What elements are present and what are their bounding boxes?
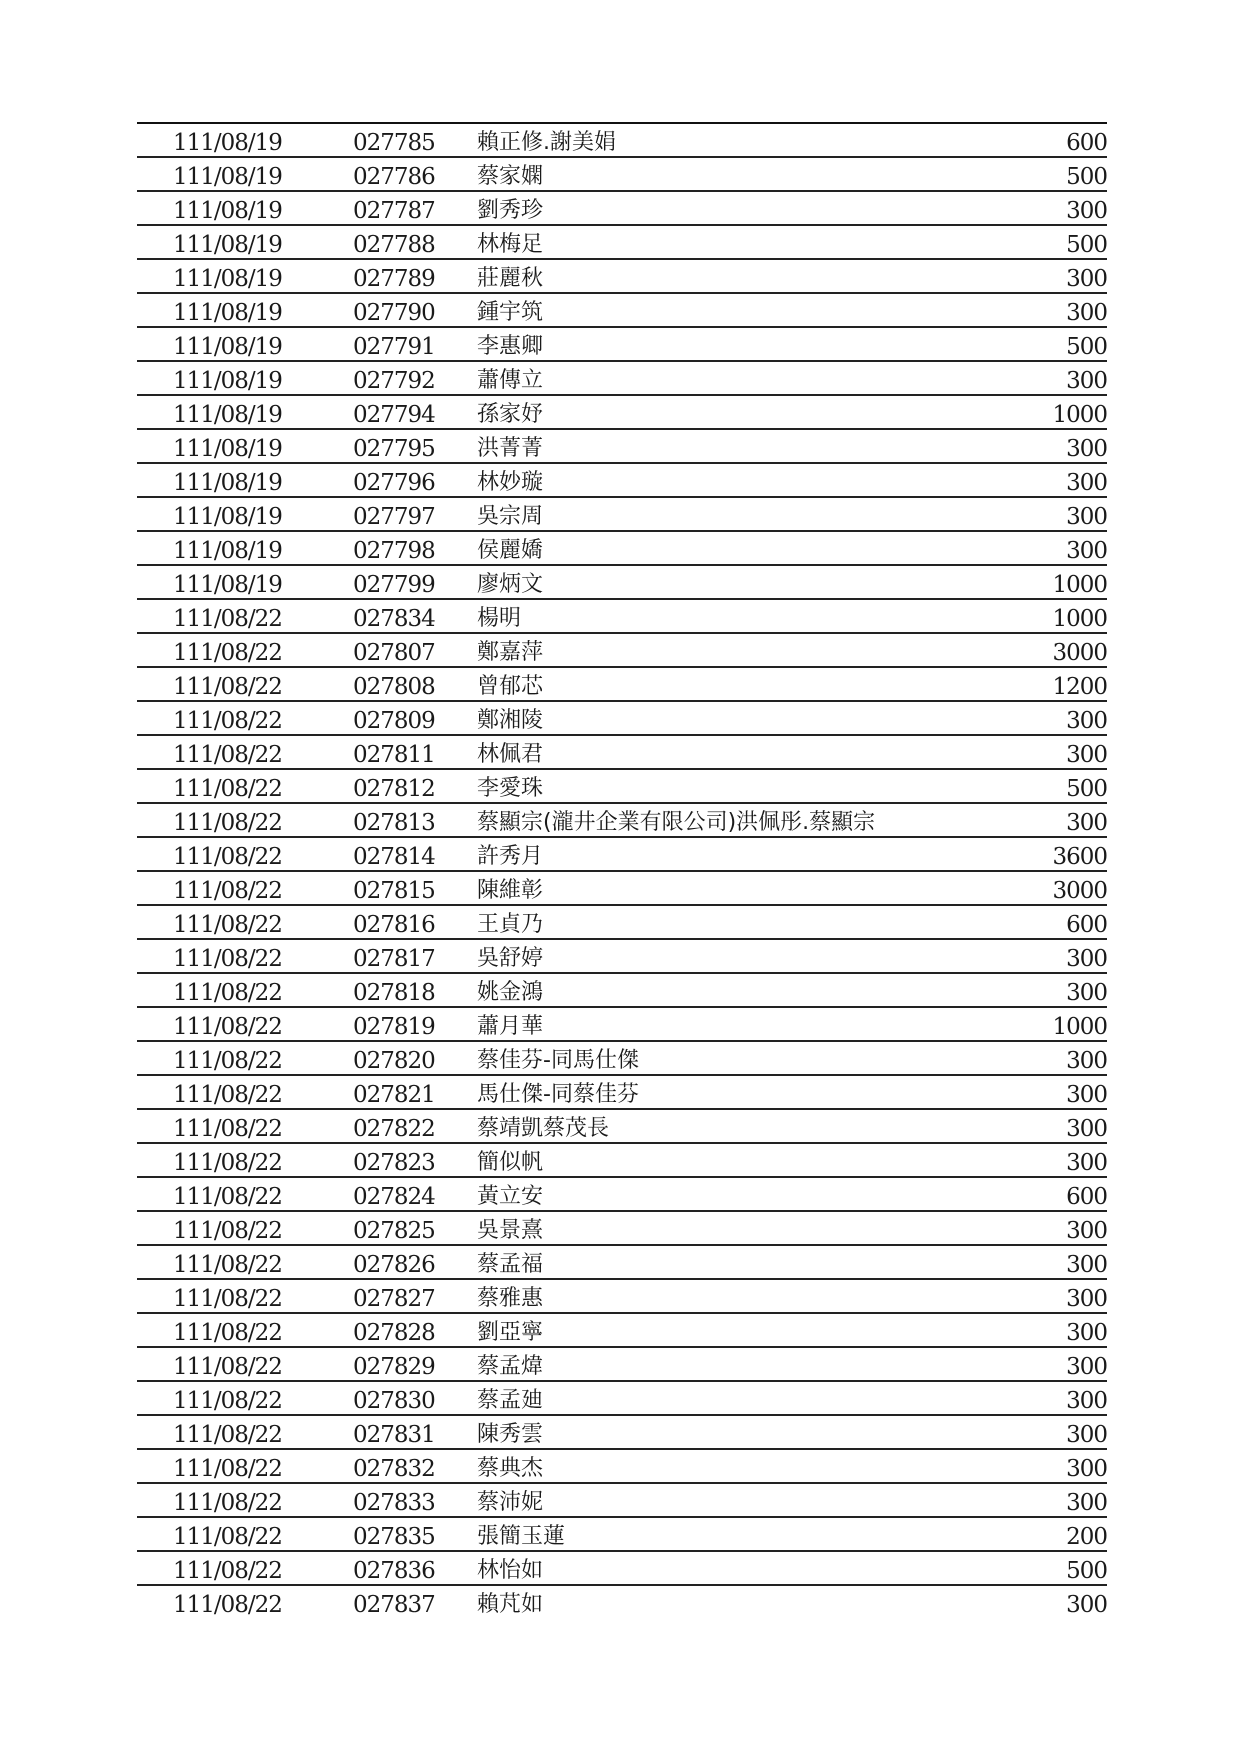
donor-name-cell: 廖炳文 xyxy=(477,572,544,597)
receipt-number-cell: 027818 xyxy=(353,980,435,1006)
amount-cell: 3600 xyxy=(1052,844,1107,870)
donor-name-cell: 王貞乃 xyxy=(477,912,544,937)
donor-name-cell: 鍾宇筑 xyxy=(477,300,544,325)
amount-cell: 300 xyxy=(1066,708,1107,734)
table-row xyxy=(137,1450,1107,1484)
date-cell: 111/08/22 xyxy=(173,776,282,802)
donor-name-cell: 張簡玉蓮 xyxy=(477,1524,566,1549)
amount-cell: 300 xyxy=(1066,1422,1107,1448)
donor-name-cell: 林梅足 xyxy=(477,232,544,257)
amount-cell: 500 xyxy=(1066,232,1107,258)
date-cell: 111/08/22 xyxy=(173,810,282,836)
donor-name-cell: 鄭嘉萍 xyxy=(477,640,544,665)
receipt-number-cell: 027825 xyxy=(353,1218,435,1244)
date-cell: 111/08/19 xyxy=(173,164,282,190)
receipt-number-cell: 027811 xyxy=(353,742,435,768)
table-row xyxy=(137,124,1107,158)
receipt-number-cell: 027827 xyxy=(353,1286,435,1312)
receipt-number-cell: 027820 xyxy=(353,1048,435,1074)
donor-name-cell: 洪菁菁 xyxy=(477,436,544,461)
donor-name-cell: 曾郁芯 xyxy=(477,674,544,699)
donor-name-cell: 蔡沛妮 xyxy=(477,1490,544,1515)
receipt-number-cell: 027834 xyxy=(353,606,435,632)
receipt-number-cell: 027799 xyxy=(353,572,435,598)
table-row xyxy=(137,736,1107,770)
date-cell: 111/08/22 xyxy=(173,1184,282,1210)
receipt-number-cell: 027785 xyxy=(353,130,435,156)
amount-cell: 1000 xyxy=(1052,606,1107,632)
date-cell: 111/08/22 xyxy=(173,980,282,1006)
donor-name-cell: 莊麗秋 xyxy=(477,266,544,291)
receipt-number-cell: 027816 xyxy=(353,912,435,938)
receipt-number-cell: 027826 xyxy=(353,1252,435,1278)
receipt-number-cell: 027790 xyxy=(353,300,435,326)
amount-cell: 300 xyxy=(1066,436,1107,462)
amount-cell: 500 xyxy=(1066,776,1107,802)
amount-cell: 300 xyxy=(1066,300,1107,326)
receipt-number-cell: 027823 xyxy=(353,1150,435,1176)
date-cell: 111/08/19 xyxy=(173,266,282,292)
donor-name-cell: 李愛珠 xyxy=(477,776,544,801)
receipt-number-cell: 027836 xyxy=(353,1558,435,1584)
date-cell: 111/08/22 xyxy=(173,1422,282,1448)
donor-name-cell: 蔡孟廸 xyxy=(477,1388,544,1413)
amount-cell: 300 xyxy=(1066,1048,1107,1074)
amount-cell: 600 xyxy=(1066,130,1107,156)
amount-cell: 300 xyxy=(1066,504,1107,530)
date-cell: 111/08/19 xyxy=(173,198,282,224)
amount-cell: 300 xyxy=(1066,1150,1107,1176)
receipt-number-cell: 027832 xyxy=(353,1456,435,1482)
date-cell: 111/08/22 xyxy=(173,1592,282,1618)
date-cell: 111/08/22 xyxy=(173,742,282,768)
table-row xyxy=(137,1008,1107,1042)
amount-cell: 300 xyxy=(1066,198,1107,224)
date-cell: 111/08/22 xyxy=(173,606,282,632)
donor-name-cell: 簡似帆 xyxy=(477,1150,544,1175)
amount-cell: 300 xyxy=(1066,1320,1107,1346)
donor-name-cell: 馬仕傑-同蔡佳芬 xyxy=(477,1082,639,1107)
receipt-number-cell: 027831 xyxy=(353,1422,435,1448)
receipt-number-cell: 027792 xyxy=(353,368,435,394)
table-row xyxy=(137,1042,1107,1076)
receipt-number-cell: 027798 xyxy=(353,538,435,564)
donor-name-cell: 蕭傳立 xyxy=(477,368,544,393)
amount-cell: 300 xyxy=(1066,980,1107,1006)
date-cell: 111/08/22 xyxy=(173,1218,282,1244)
table-row xyxy=(137,906,1107,940)
amount-cell: 500 xyxy=(1066,334,1107,360)
receipt-number-cell: 027807 xyxy=(353,640,435,666)
receipt-number-cell: 027814 xyxy=(353,844,435,870)
donor-name-cell: 吳舒婷 xyxy=(477,946,544,971)
receipt-number-cell: 027835 xyxy=(353,1524,435,1550)
amount-cell: 600 xyxy=(1066,1184,1107,1210)
date-cell: 111/08/19 xyxy=(173,572,282,598)
amount-cell: 300 xyxy=(1066,810,1107,836)
amount-cell: 1200 xyxy=(1052,674,1107,700)
date-cell: 111/08/19 xyxy=(173,334,282,360)
donor-name-cell: 李惠卿 xyxy=(477,334,544,359)
donor-name-cell: 林佩君 xyxy=(477,742,544,767)
donor-name-cell: 侯麗嬌 xyxy=(477,538,544,563)
table-row xyxy=(137,702,1107,736)
table-row xyxy=(137,940,1107,974)
date-cell: 111/08/22 xyxy=(173,1286,282,1312)
date-cell: 111/08/22 xyxy=(173,1490,282,1516)
receipt-number-cell: 027830 xyxy=(353,1388,435,1414)
receipt-number-cell: 027822 xyxy=(353,1116,435,1142)
donor-name-cell: 蔡典杰 xyxy=(477,1456,544,1481)
receipt-number-cell: 027789 xyxy=(353,266,435,292)
donor-name-cell: 劉亞寧 xyxy=(477,1320,544,1345)
table-row xyxy=(137,1076,1107,1110)
table-row xyxy=(137,1144,1107,1178)
amount-cell: 300 xyxy=(1066,1354,1107,1380)
table-row xyxy=(137,362,1107,396)
amount-cell: 300 xyxy=(1066,1388,1107,1414)
receipt-number-cell: 027833 xyxy=(353,1490,435,1516)
table-row xyxy=(137,1280,1107,1314)
amount-cell: 1000 xyxy=(1052,572,1107,598)
receipt-number-cell: 027813 xyxy=(353,810,435,836)
amount-cell: 3000 xyxy=(1052,640,1107,666)
amount-cell: 500 xyxy=(1066,1558,1107,1584)
amount-cell: 300 xyxy=(1066,1116,1107,1142)
table-row xyxy=(137,566,1107,600)
donor-name-cell: 許秀月 xyxy=(477,844,544,869)
table-row xyxy=(137,192,1107,226)
table-row xyxy=(137,1484,1107,1518)
date-cell: 111/08/22 xyxy=(173,1048,282,1074)
receipt-number-cell: 027787 xyxy=(353,198,435,224)
receipt-number-cell: 027808 xyxy=(353,674,435,700)
amount-cell: 200 xyxy=(1066,1524,1107,1550)
table-row xyxy=(137,1212,1107,1246)
table-row xyxy=(137,1586,1107,1618)
receipt-number-cell: 027786 xyxy=(353,164,435,190)
date-cell: 111/08/19 xyxy=(173,130,282,156)
table-row xyxy=(137,600,1107,634)
table-row xyxy=(137,1416,1107,1450)
donor-name-cell: 賴正修.謝美娟 xyxy=(477,130,616,155)
table-row xyxy=(137,804,1107,838)
donor-name-cell: 姚金鴻 xyxy=(477,980,544,1005)
receipt-number-cell: 027824 xyxy=(353,1184,435,1210)
donor-name-cell: 陳維彰 xyxy=(477,878,544,903)
table-row xyxy=(137,464,1107,498)
table-row xyxy=(137,498,1107,532)
amount-cell: 300 xyxy=(1066,1490,1107,1516)
receipt-number-cell: 027795 xyxy=(353,436,435,462)
amount-cell: 300 xyxy=(1066,742,1107,768)
amount-cell: 1000 xyxy=(1052,1014,1107,1040)
date-cell: 111/08/22 xyxy=(173,1354,282,1380)
donor-name-cell: 蔡孟福 xyxy=(477,1252,544,1277)
date-cell: 111/08/19 xyxy=(173,368,282,394)
date-cell: 111/08/22 xyxy=(173,1150,282,1176)
table-row xyxy=(137,396,1107,430)
receipt-number-cell: 027821 xyxy=(353,1082,435,1108)
receipt-number-cell: 027809 xyxy=(353,708,435,734)
date-cell: 111/08/19 xyxy=(173,470,282,496)
receipt-number-cell: 027829 xyxy=(353,1354,435,1380)
date-cell: 111/08/22 xyxy=(173,1456,282,1482)
table-row xyxy=(137,668,1107,702)
date-cell: 111/08/22 xyxy=(173,708,282,734)
date-cell: 111/08/19 xyxy=(173,402,282,428)
table-row xyxy=(137,260,1107,294)
donor-name-cell: 蔡家嫻 xyxy=(477,164,544,189)
table-row xyxy=(137,1178,1107,1212)
receipt-number-cell: 027837 xyxy=(353,1592,435,1618)
receipt-number-cell: 027794 xyxy=(353,402,435,428)
donor-name-cell: 孫家妤 xyxy=(477,402,544,427)
amount-cell: 300 xyxy=(1066,1218,1107,1244)
receipt-number-cell: 027791 xyxy=(353,334,435,360)
amount-cell: 300 xyxy=(1066,538,1107,564)
amount-cell: 300 xyxy=(1066,1082,1107,1108)
date-cell: 111/08/22 xyxy=(173,1558,282,1584)
date-cell: 111/08/22 xyxy=(173,946,282,972)
receipt-number-cell: 027828 xyxy=(353,1320,435,1346)
date-cell: 111/08/22 xyxy=(173,1014,282,1040)
date-cell: 111/08/22 xyxy=(173,1320,282,1346)
table-row xyxy=(137,1518,1107,1552)
table-row xyxy=(137,838,1107,872)
date-cell: 111/08/19 xyxy=(173,538,282,564)
date-cell: 111/08/22 xyxy=(173,1252,282,1278)
table-row xyxy=(137,872,1107,906)
amount-cell: 300 xyxy=(1066,1252,1107,1278)
table-row xyxy=(137,430,1107,464)
date-cell: 111/08/19 xyxy=(173,504,282,530)
donor-name-cell: 劉秀珍 xyxy=(477,198,544,223)
receipt-number-cell: 027788 xyxy=(353,232,435,258)
donor-name-cell: 鄭湘陵 xyxy=(477,708,544,733)
table-row xyxy=(137,1110,1107,1144)
donor-name-cell: 蕭月華 xyxy=(477,1014,544,1039)
receipt-number-cell: 027815 xyxy=(353,878,435,904)
amount-cell: 300 xyxy=(1066,1286,1107,1312)
date-cell: 111/08/22 xyxy=(173,1082,282,1108)
donor-name-cell: 林妙璇 xyxy=(477,470,544,495)
receipt-number-cell: 027797 xyxy=(353,504,435,530)
table-row xyxy=(137,1348,1107,1382)
donor-name-cell: 吳宗周 xyxy=(477,504,544,529)
amount-cell: 300 xyxy=(1066,470,1107,496)
date-cell: 111/08/22 xyxy=(173,1388,282,1414)
amount-cell: 600 xyxy=(1066,912,1107,938)
donor-name-cell: 吳景熹 xyxy=(477,1218,544,1243)
donor-name-cell: 林怡如 xyxy=(477,1558,544,1583)
date-cell: 111/08/22 xyxy=(173,640,282,666)
donor-name-cell: 賴芃如 xyxy=(477,1592,544,1617)
donor-name-cell: 陳秀雲 xyxy=(477,1422,544,1447)
date-cell: 111/08/22 xyxy=(173,1116,282,1142)
donor-name-cell: 黃立安 xyxy=(477,1184,544,1209)
receipt-number-cell: 027817 xyxy=(353,946,435,972)
amount-cell: 500 xyxy=(1066,164,1107,190)
donation-ledger-table xyxy=(137,122,1107,1618)
amount-cell: 300 xyxy=(1066,266,1107,292)
date-cell: 111/08/22 xyxy=(173,912,282,938)
table-row xyxy=(137,634,1107,668)
table-row xyxy=(137,1552,1107,1586)
amount-cell: 1000 xyxy=(1052,402,1107,428)
table-row xyxy=(137,226,1107,260)
donor-name-cell: 蔡靖凱蔡茂長 xyxy=(477,1116,610,1141)
table-row xyxy=(137,1382,1107,1416)
donor-name-cell: 蔡佳芬-同馬仕傑 xyxy=(477,1048,639,1073)
receipt-number-cell: 027812 xyxy=(353,776,435,802)
table-row xyxy=(137,770,1107,804)
table-row xyxy=(137,1246,1107,1280)
date-cell: 111/08/19 xyxy=(173,436,282,462)
amount-cell: 300 xyxy=(1066,368,1107,394)
date-cell: 111/08/19 xyxy=(173,300,282,326)
table-row xyxy=(137,328,1107,362)
date-cell: 111/08/22 xyxy=(173,844,282,870)
amount-cell: 300 xyxy=(1066,1592,1107,1618)
amount-cell: 300 xyxy=(1066,1456,1107,1482)
date-cell: 111/08/22 xyxy=(173,878,282,904)
table-row xyxy=(137,294,1107,328)
amount-cell: 300 xyxy=(1066,946,1107,972)
date-cell: 111/08/19 xyxy=(173,232,282,258)
donor-name-cell: 蔡顯宗(瀧井企業有限公司)洪佩彤.蔡顯宗 xyxy=(477,810,876,835)
amount-cell: 3000 xyxy=(1052,878,1107,904)
donor-name-cell: 蔡孟煒 xyxy=(477,1354,544,1379)
donor-name-cell: 蔡雅惠 xyxy=(477,1286,544,1311)
donor-name-cell: 楊明 xyxy=(477,606,522,631)
receipt-number-cell: 027819 xyxy=(353,1014,435,1040)
date-cell: 111/08/22 xyxy=(173,1524,282,1550)
receipt-number-cell: 027796 xyxy=(353,470,435,496)
date-cell: 111/08/22 xyxy=(173,674,282,700)
table-row xyxy=(137,1314,1107,1348)
table-row xyxy=(137,974,1107,1008)
table-row xyxy=(137,532,1107,566)
table-row xyxy=(137,158,1107,192)
